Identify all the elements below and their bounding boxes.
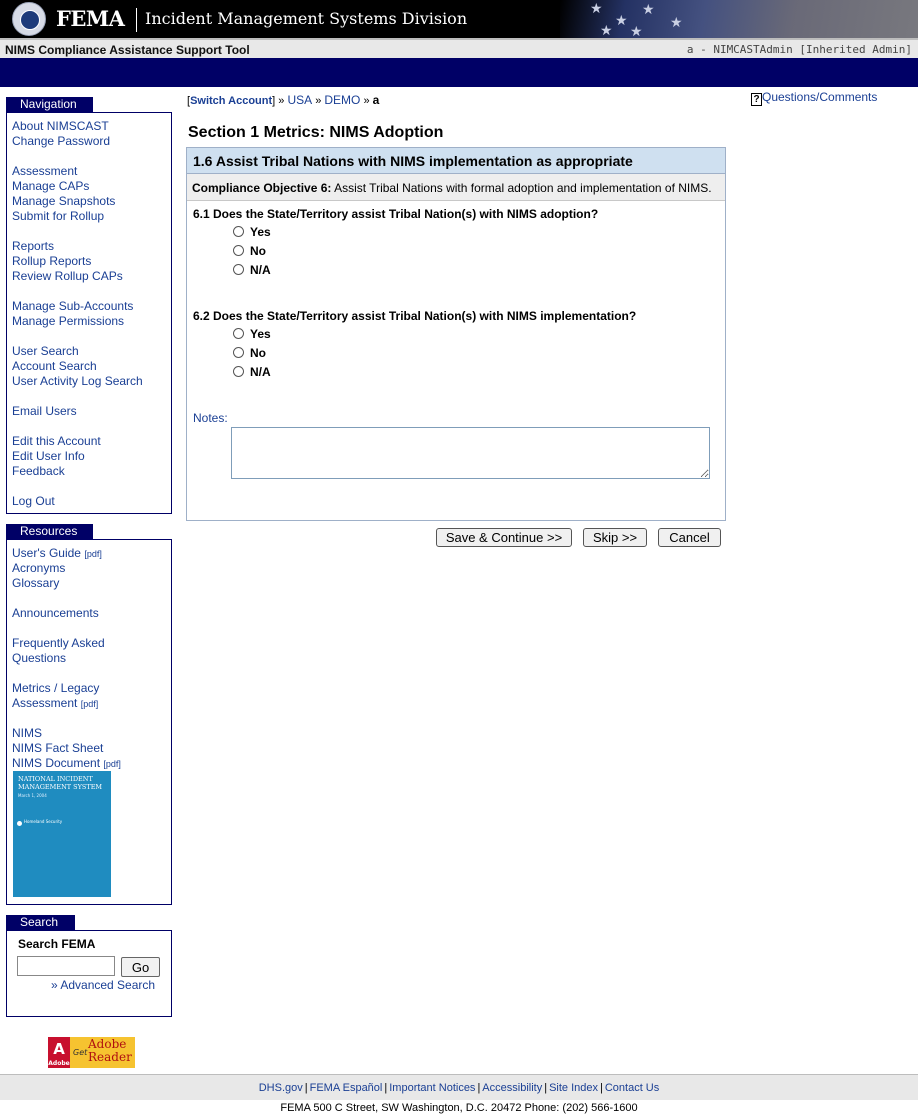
pdf-tag: [pdf] [84, 549, 102, 559]
switch-account-link[interactable]: Switch Account [190, 95, 273, 107]
search-box [6, 930, 172, 1017]
footer-link-fema-espanol[interactable]: FEMA Español [309, 1082, 383, 1094]
nav-edit-user-info[interactable]: Edit User Info [12, 449, 85, 463]
res-metrics-line1[interactable]: Metrics / Legacy [12, 681, 100, 695]
flag-banner-image: ★ ★ ★ ★ ★ ★ [560, 0, 918, 38]
fema-header [0, 0, 918, 38]
res-metrics-line2[interactable]: Assessment [pdf] [12, 696, 99, 710]
skip-button[interactable]: Skip >> [583, 528, 647, 547]
nims-document-cover-image[interactable] [13, 771, 111, 897]
breadcrumb-demo[interactable]: DEMO [324, 93, 361, 107]
help-icon: ? [751, 93, 762, 106]
res-acronyms[interactable]: Acronyms [12, 561, 66, 575]
res-faq-line1[interactable]: Frequently Asked [12, 636, 105, 650]
res-users-guide[interactable]: User's Guide [pdf] [12, 546, 102, 560]
nav-edit-this-account[interactable]: Edit this Account [12, 434, 101, 448]
search-tab: Search [6, 915, 75, 930]
nav-rollup-reports[interactable]: Rollup Reports [12, 254, 92, 268]
nav-assessment[interactable]: Assessment [12, 164, 78, 178]
res-nims-document[interactable]: NIMS Document [pdf] [12, 756, 121, 770]
radio-icon[interactable] [233, 347, 244, 358]
question-6-1: 6.1 Does the State/Territory assist Tribal Nation(s) with NIMS adoption? [193, 207, 599, 221]
go-button[interactable]: Go [121, 957, 160, 977]
nav-log-out[interactable]: Log Out [12, 494, 55, 508]
question-6-2: 6.2 Does the State/Territory assist Tribal Nation(s) with NIMS implementation? [193, 309, 637, 323]
navigation-tab: Navigation [6, 97, 93, 112]
pdf-tag: [pdf] [103, 759, 121, 769]
nav-manage-snapshots[interactable]: Manage Snapshots [12, 194, 116, 208]
footer-link-accessibility[interactable]: Accessibility [482, 1082, 543, 1094]
get-adobe-reader-badge[interactable]: A Adobe Get Adobe Reader [48, 1037, 135, 1068]
radio-6-1-no[interactable]: No [233, 244, 266, 258]
footer-links: DHS.gov | FEMA Español | Important Notices | Accessibility | Site Index | Contact Us [0, 1074, 918, 1100]
footer-link-dhs[interactable]: DHS.gov [258, 1082, 303, 1094]
cover-title: NATIONAL INCIDENT MANAGEMENT SYSTEM [18, 775, 103, 791]
breadcrumb-current: a [372, 93, 380, 107]
advanced-search-link[interactable]: » Advanced Search [51, 978, 156, 992]
division-title: Incident Management Systems Division [145, 9, 468, 28]
search-input[interactable] [17, 956, 115, 976]
cover-date: March 1, 2004 [18, 793, 47, 798]
nav-submit-for-rollup[interactable]: Submit for Rollup [12, 209, 105, 223]
dhs-seal-icon [17, 821, 22, 826]
radio-icon[interactable] [233, 366, 244, 377]
metric-panel [186, 147, 726, 521]
save-continue-button[interactable]: Save & Continue >> [436, 528, 572, 547]
radio-icon[interactable] [233, 264, 244, 275]
res-announcements[interactable]: Announcements [12, 606, 99, 620]
radio-icon[interactable] [233, 245, 244, 256]
notes-textarea[interactable] [231, 427, 710, 479]
notes-label: Notes: [193, 411, 228, 425]
nav-about-nimscast[interactable]: About NIMSCAST [12, 119, 109, 133]
res-nims-fact-sheet[interactable]: NIMS Fact Sheet [12, 741, 104, 755]
nav-review-rollup-caps[interactable]: Review Rollup CAPs [12, 269, 123, 283]
radio-6-1-na[interactable]: N/A [233, 263, 271, 277]
adobe-logo-icon: A Adobe [48, 1037, 70, 1068]
questions-comments-link[interactable]: Questions/Comments [762, 90, 878, 104]
search-label: Search FEMA [18, 937, 96, 951]
tool-title: NIMS Compliance Assistance Support Tool [5, 43, 250, 57]
nav-change-password[interactable]: Change Password [12, 134, 111, 148]
footer-link-site-index[interactable]: Site Index [549, 1082, 598, 1094]
radio-icon[interactable] [233, 226, 244, 237]
resources-box [6, 539, 172, 905]
pdf-tag: [pdf] [80, 699, 99, 709]
cancel-button[interactable]: Cancel [658, 528, 721, 547]
nav-email-users[interactable]: Email Users [12, 404, 77, 418]
nav-manage-permissions[interactable]: Manage Permissions [12, 314, 125, 328]
panel-title: 1.6 Assist Tribal Nations with NIMS implementation as appropriate [193, 153, 633, 169]
questions-comments[interactable] [751, 90, 877, 106]
footer-address: FEMA 500 C Street, SW Washington, D.C. 20472 Phone: (202) 566-1600 [280, 1102, 638, 1114]
radio-icon[interactable] [233, 328, 244, 339]
tool-bar [0, 38, 918, 58]
nav-feedback[interactable]: Feedback [12, 464, 65, 478]
cover-seal-text: Homeland Security [24, 819, 63, 824]
radio-6-2-na[interactable]: N/A [233, 365, 271, 379]
nav-user-activity-log-search[interactable]: User Activity Log Search [12, 374, 143, 388]
nav-reports[interactable]: Reports [12, 239, 55, 253]
nav-manage-caps[interactable]: Manage CAPs [12, 179, 90, 193]
navigation-box [6, 112, 172, 514]
nav-account-search[interactable]: Account Search [12, 359, 97, 373]
user-info: a - NIMCASTAdmin [Inherited Admin] [686, 43, 912, 56]
footer-link-important-notices[interactable]: Important Notices [389, 1082, 476, 1094]
breadcrumb-usa[interactable]: USA [287, 93, 313, 107]
nav-user-search[interactable]: User Search [12, 344, 79, 358]
radio-6-2-no[interactable]: No [233, 346, 266, 360]
dhs-seal-icon [12, 2, 46, 36]
page-title: Section 1 Metrics: NIMS Adoption [188, 124, 444, 141]
resources-tab: Resources [6, 524, 93, 539]
header-divider [136, 8, 137, 32]
blue-banner [0, 58, 918, 87]
fema-logo[interactable]: FEMA [56, 6, 125, 31]
radio-6-2-yes[interactable]: Yes [233, 327, 271, 341]
res-faq-line2[interactable]: Questions [12, 651, 67, 665]
compliance-objective: Compliance Objective 6: Assist Tribal Nations with formal adoption and implementation of NIMS. [187, 174, 725, 201]
radio-6-1-yes[interactable]: Yes [233, 225, 271, 239]
nav-manage-sub-accounts[interactable]: Manage Sub-Accounts [12, 299, 134, 313]
res-glossary[interactable]: Glossary [12, 576, 60, 590]
footer-link-contact-us[interactable]: Contact Us [604, 1082, 660, 1094]
res-nims[interactable]: NIMS [12, 726, 42, 740]
breadcrumb: [Switch Account] » USA » DEMO » a [187, 93, 380, 107]
